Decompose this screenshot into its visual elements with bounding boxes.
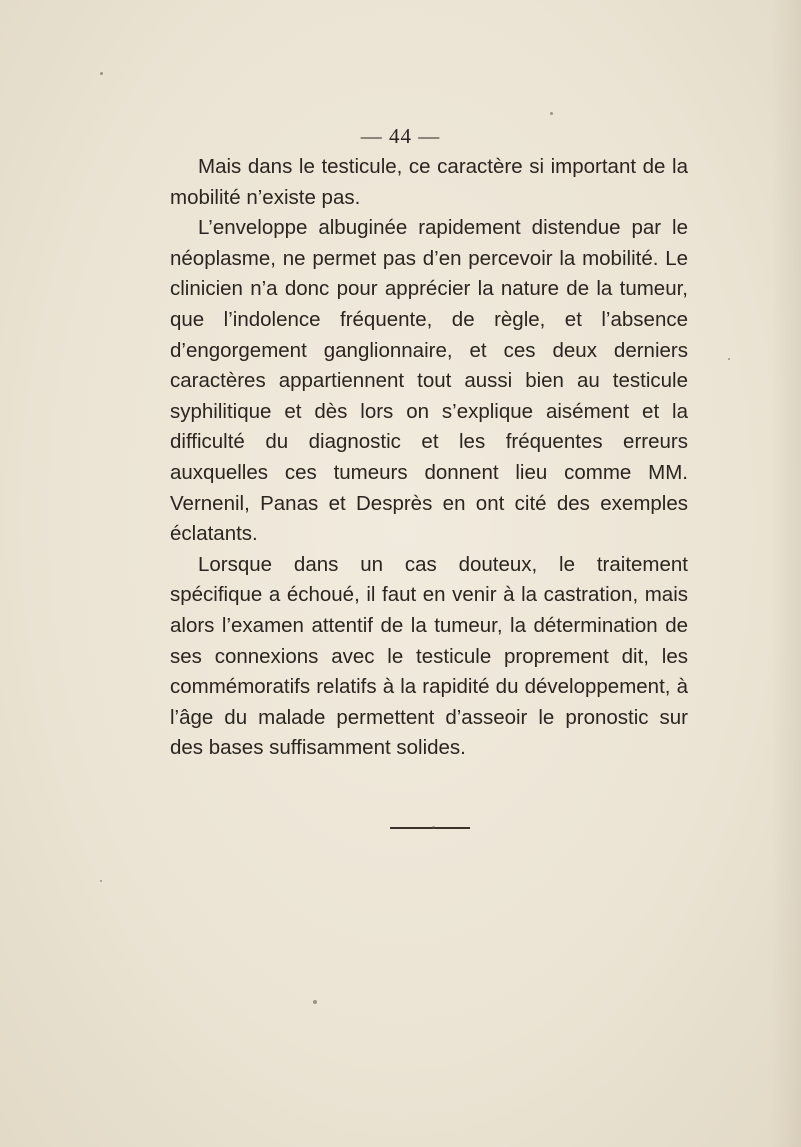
paper-speck [100,880,102,882]
paper-speck [728,358,730,360]
paper-speck [100,72,103,75]
paper-speck [550,112,553,115]
body-text [170,152,688,764]
paper-speck [432,826,435,829]
paragraph-3: Lorsque dans un cas douteux, le traitement spécifique a échoué, il faut en venir à la castration, mais alors l’examen attentif de la tumeur, la détermination de ses connexions avec le testicule proprement dit, les commémoratifs relatifs à la rapidité du développement, à l’âge du malade permettent d’asseoir le pronostic sur des bases suffisamment solides. [170,552,688,760]
paragraph-1: Mais dans le testicule, ce caractère si important de la mobilité n’existe pas. [170,155,688,209]
paper-speck [313,1000,317,1004]
paragraph-2: L’enveloppe albuginée rapidement distendue par le néoplasme, ne permet pas d’en percevoir la mobilité. Le clinicien n’a donc pour apprécier la nature de la tumeur, que l’indolence fréquente, de règle, et l’absence d’engorgement ganglionnaire, et ces deux derniers caractères appartiennent tout aussi bien au testicule syphilitique et dès lors on s’explique aisément et la difficulté du diagnostic et les fréquentes erreurs auxquelles ces tumeurs donnent lieu comme MM. Vernenil, Panas et Desprès en ont cité des exemples éclatants. [170,216,688,546]
section-divider-rule [390,827,470,829]
page-number: — 44 — [360,124,441,148]
page-edge-shadow [771,0,801,1147]
